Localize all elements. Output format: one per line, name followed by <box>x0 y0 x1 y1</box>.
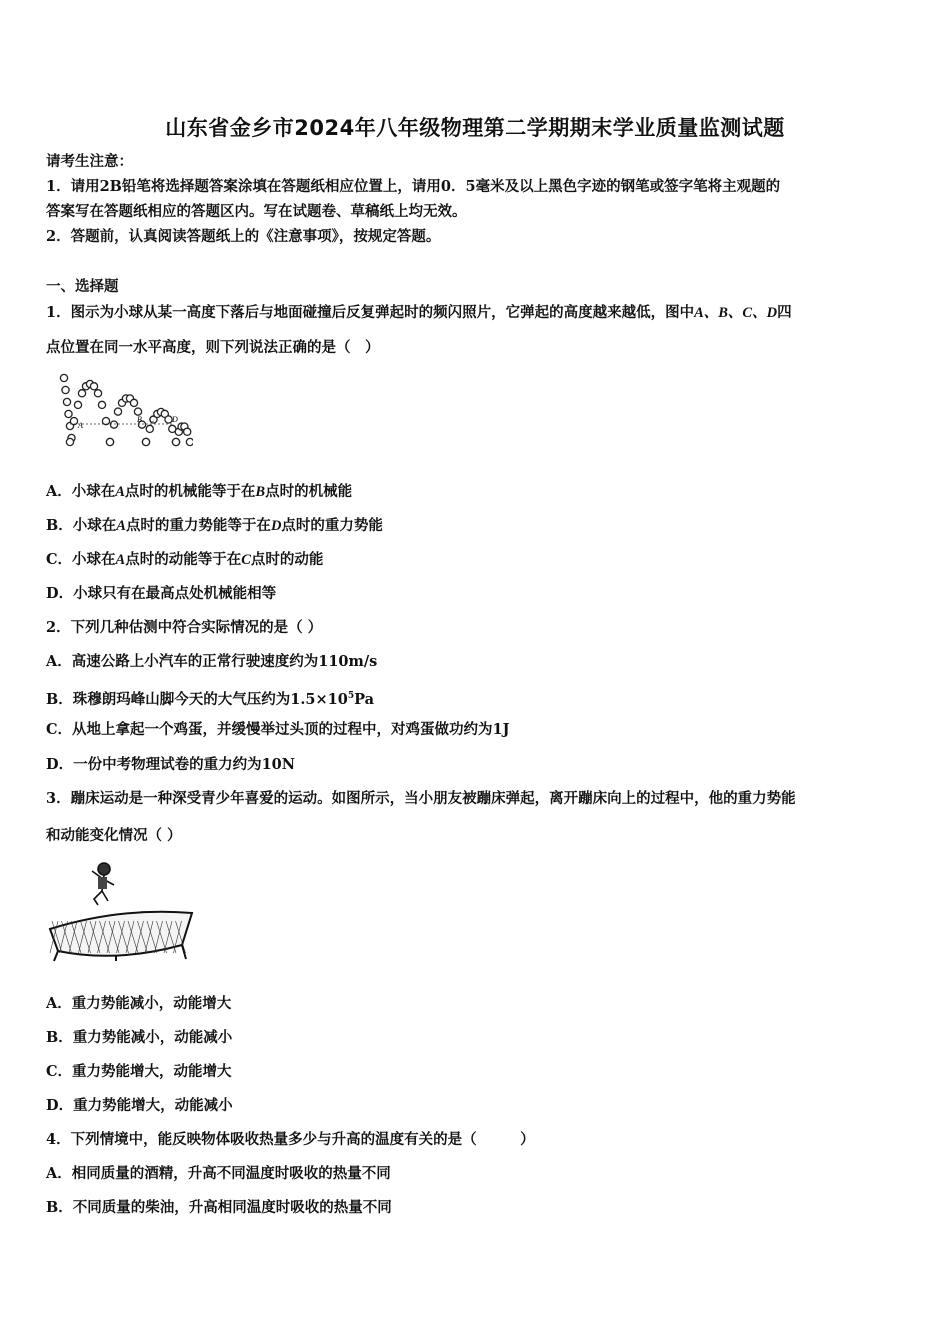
ball-position <box>78 390 85 397</box>
ball-position <box>110 421 117 428</box>
q4-stem: 4．下列情境中，能反映物体吸收热量多少与升高的温度有关的是（ ） <box>46 1131 535 1148</box>
notice-item-1a: 1．请用2B铅笔将选择题答案涂填在答题纸相应位置上，请用0．5毫米及以上黑色字迹的钢笔或签字笔将主观题的 <box>46 178 781 195</box>
bouncing-ball-figure <box>48 370 193 455</box>
notice-item-1b: 答案写在答题纸相应的答题区内。写在试题卷、草稿纸上均无效。 <box>46 203 467 220</box>
q1-option-a-mid: 点时的机械能等于在 <box>124 483 256 500</box>
notice-heading: 请考生注意： <box>46 153 133 170</box>
q1-option-c-var2: C <box>241 552 251 568</box>
trampoline-figure <box>46 855 196 965</box>
figure-label-b: B <box>137 415 142 424</box>
figure-label-c: C <box>149 415 155 424</box>
figure-label-d: D <box>172 415 178 424</box>
q1-option-b-end: 点时的重力势能 <box>281 517 383 534</box>
q1-stem-line2: 点位置在同一水平高度，则下列说法正确的是（ ） <box>46 339 380 356</box>
q1-option-c-end: 点时的动能 <box>250 551 324 568</box>
ball-position <box>94 390 101 397</box>
q2-option-a: A．高速公路上小汽车的正常行驶速度约为110m/s <box>46 653 378 670</box>
notice-item-2: 2．答题前，认真阅读答题纸上的《注意事项》，按规定答题。 <box>46 228 441 245</box>
q2-option-b-unit: Pa <box>354 690 374 708</box>
q3-option-c: C．重力势能增大，动能增大 <box>46 1063 232 1080</box>
ball-position <box>60 374 67 381</box>
ball-position <box>146 425 153 432</box>
page-title: 山东省金乡市2024年八年级物理第二学期期末学业质量监测试题 <box>165 116 785 140</box>
q1-stem-text: 1．图示为小球从某一高度下落后与地面碰撞后反复弹起时的频闪照片，它弹起的高度越来越低，图中 <box>46 304 695 321</box>
q1-option-a-var2: B <box>255 484 266 500</box>
q1-option-d: D．小球只有在最高点处机械能相等 <box>46 585 277 602</box>
ball-position <box>65 410 72 417</box>
ball-position <box>184 428 191 435</box>
q1-option-b-mid: 点时的重力势能等于在 <box>125 517 271 534</box>
q2-option-c: C．从地上拿起一个鸡蛋，并缓慢举过头顶的过程中，对鸡蛋做功约为1J <box>46 721 510 738</box>
q1-option-a-text: A．小球在 <box>46 483 116 500</box>
ball-position <box>142 438 149 445</box>
q1-option-b-text: B．小球在 <box>46 517 117 534</box>
ball-position <box>106 438 113 445</box>
ball-position <box>186 438 193 445</box>
ball-position <box>74 401 81 408</box>
q2-option-b-text: B．珠穆朗玛峰山脚今天的大气压约为1.5×10 <box>46 690 348 708</box>
q1-option-c <box>46 550 916 570</box>
ball-position <box>90 383 97 390</box>
q2-option-b-exponent: 5 <box>347 691 355 701</box>
q3-option-a: A．重力势能减小，动能增大 <box>46 995 232 1012</box>
q1-option-c-var1: A <box>115 552 126 568</box>
q1-option-c-text: C．小球在 <box>46 551 116 568</box>
q3-option-b: B．重力势能减小，动能减小 <box>46 1029 233 1046</box>
q2-option-b <box>46 686 916 710</box>
q1-option-b-var1: A <box>116 518 126 534</box>
q1-option-b <box>46 516 916 536</box>
q1-stem-points: A、B、C、D <box>694 305 778 321</box>
q1-option-a <box>46 482 916 502</box>
q3-stem-line1: 3．蹦床运动是一种深受青少年喜爱的运动。如图所示，当小朋友被蹦床弹起，离开蹦床向上的过程中，他的重力势能 <box>46 790 796 807</box>
ball-position <box>66 438 73 445</box>
ball-position <box>130 399 137 406</box>
q1-option-c-mid: 点时的动能等于在 <box>125 551 242 568</box>
q1-stem-end: 四 <box>777 304 792 321</box>
q1-option-a-var1: A <box>115 484 125 500</box>
q2-stem: 2．下列几种估测中符合实际情况的是（ ） <box>46 619 323 636</box>
q1-option-a-end: 点时的机械能 <box>265 483 353 500</box>
section-heading: 一、选择题 <box>46 278 119 295</box>
ball-position <box>98 401 105 408</box>
ball-position <box>63 398 70 405</box>
q3-option-d: D．重力势能增大，动能减小 <box>46 1097 233 1114</box>
q4-option-b: B．不同质量的柴油，升高相同温度时吸收的热量不同 <box>46 1199 392 1216</box>
ball-position <box>114 408 121 415</box>
ball-position <box>172 438 179 445</box>
q1-option-b-var2: D <box>270 518 282 534</box>
q3-stem-line2: 和动能变化情况（ ） <box>46 827 182 844</box>
q2-option-d: D．一份中考物理试卷的重力约为10N <box>46 756 296 773</box>
q1-stem-line1 <box>46 303 916 323</box>
q4-option-a: A．相同质量的酒精，升高不同温度时吸收的热量不同 <box>46 1165 391 1182</box>
figure-label-a: A <box>78 421 83 430</box>
ball-position <box>62 386 69 393</box>
